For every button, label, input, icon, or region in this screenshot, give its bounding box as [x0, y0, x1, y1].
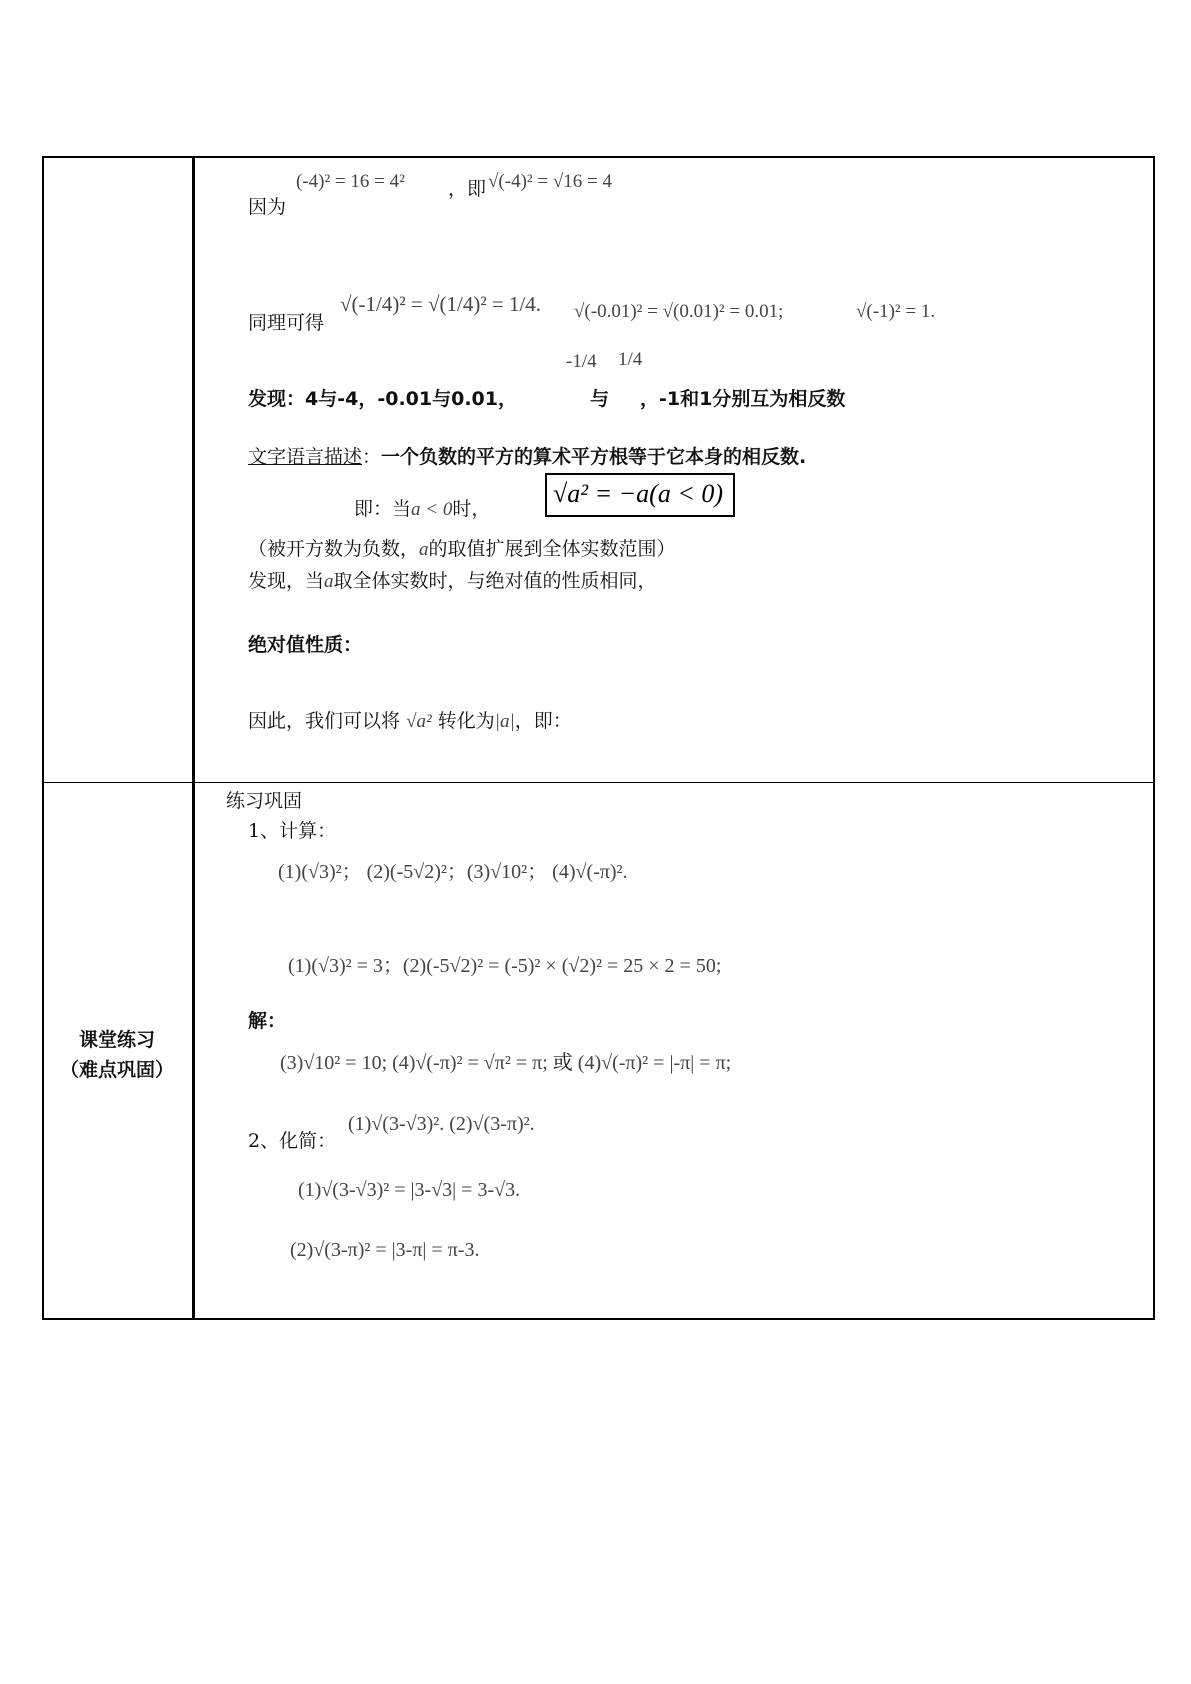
description-colon: ： — [362, 446, 382, 468]
fraction-quarter — [618, 350, 642, 369]
question2-label: 2、化简： — [248, 1130, 337, 1152]
equation-minus4-squared: (-4)² = 16 = 4² — [296, 171, 405, 192]
solution-label: 解： — [248, 1010, 287, 1032]
description-line — [248, 448, 806, 467]
equation-sqrt-16: √(-4)² = √16 = 4 — [488, 171, 612, 192]
column-divider — [192, 156, 195, 1320]
lesson-table — [42, 156, 1155, 1320]
finding-line — [248, 572, 657, 591]
namely-separator: ，即 — [448, 178, 487, 200]
therefore-mid: 转化为 — [437, 710, 495, 732]
note-math: a — [419, 539, 429, 560]
exercise-heading: 练习巩固 — [226, 790, 303, 812]
solution-line2 — [280, 1052, 731, 1073]
row2-label-line2: （难点巩固） — [59, 1059, 174, 1081]
row2-label-line1: 课堂练习 — [78, 1029, 155, 1051]
solution-line1: (1)(√3)² = 3；(2)(-5√2)² = (-5)² × (√2)² = 25 × 2 = 50; — [288, 955, 722, 977]
similarly-prefix: 同理可得 — [248, 312, 325, 334]
question1-label: 1、计算： — [248, 820, 337, 842]
therefore-post: ，即： — [514, 710, 572, 732]
abs-property-label: 绝对值性质： — [248, 634, 363, 656]
boxed-formula: √a² = −a(a < 0) — [545, 473, 735, 517]
condition-prefix: 即：当 — [354, 498, 412, 520]
solution-line2-a: (3)√10² = 10; (4)√(-π)² = √π² = π; — [280, 1052, 548, 1074]
condition-math: a < 0 — [411, 499, 453, 520]
solution-line3: (1)√(3-√3)² = |3-√3| = 3-√3. — [298, 1179, 521, 1201]
note-post: 的取值扩展到全体实数范围） — [428, 538, 676, 560]
discovery-label: 发现： — [248, 388, 306, 410]
description-label: 文字语言描述 — [248, 446, 363, 468]
because-prefix: 因为 — [248, 196, 287, 218]
question1-items: (1)(√3)²； (2)(-5√2)²；(3)√10²； (4)√(-π)². — [278, 861, 628, 883]
row-divider — [42, 782, 1155, 783]
discovery-mid: 与 — [590, 388, 610, 410]
description-text: 一个负数的平方的算术平方根等于它本身的相反数. — [381, 446, 807, 468]
solution-line2-or: 或 — [552, 1050, 573, 1074]
note-pre: （被开方数为负数， — [248, 538, 420, 560]
condition-suffix: 时， — [452, 498, 491, 520]
equation-quarter: √(-1/4)² = √(1/4)² = 1/4. — [340, 292, 542, 316]
therefore-line — [248, 712, 572, 731]
therefore-pre: 因此，我们可以将 — [248, 710, 401, 732]
therefore-math-sqrt: √a² — [406, 711, 432, 732]
equation-minus-one: √(-1)² = 1. — [856, 301, 936, 322]
question2-items: (1)√(3-√3)². (2)√(3-π)². — [348, 1113, 535, 1135]
discovery-part2: ，-1和1分别互为相反数 — [640, 388, 846, 410]
finding-math: a — [324, 571, 334, 592]
fraction-quarter-value: 1/4 — [618, 349, 643, 370]
discovery-text — [248, 390, 517, 409]
solution-line2-b: (4)√(-π)² = |-π| = π; — [577, 1052, 732, 1074]
equation-hundredth: √(-0.01)² = √(0.01)² = 0.01; — [574, 301, 784, 322]
discovery-part1: 4与-4，-0.01与0.01， — [305, 388, 517, 410]
note-line — [248, 540, 676, 559]
therefore-math-abs: |a| — [494, 711, 515, 732]
finding-post: 取全体实数时，与绝对值的性质相同， — [333, 570, 657, 592]
fraction-neg-quarter — [566, 350, 597, 374]
fraction-neg-quarter-value: -1/4 — [566, 351, 597, 372]
condition-line — [354, 500, 490, 519]
finding-pre: 发现，当 — [248, 570, 325, 592]
solution-line4: (2)√(3-π)² = |3-π| = π-3. — [290, 1239, 480, 1261]
